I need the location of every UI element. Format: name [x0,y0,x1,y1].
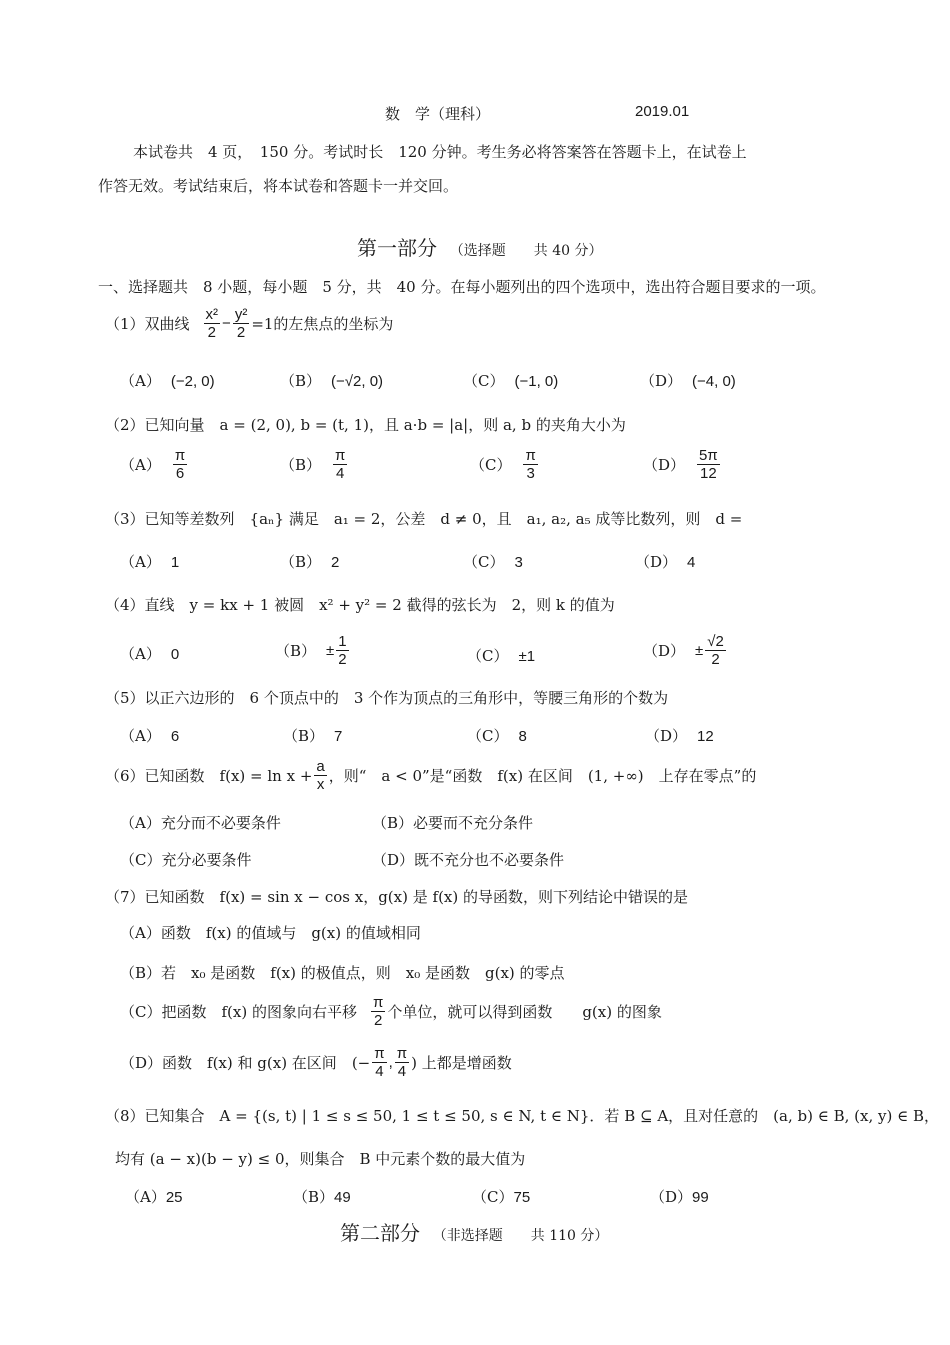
option-text: 充分而不必要条件 [160,814,281,832]
option-label: （A） [120,814,161,832]
q8-option-b [293,1186,351,1207]
q4-option-c [467,645,535,666]
option-text: (−1, 0) [514,373,559,390]
option-label: （A） [120,553,161,571]
question-2-stem: （2）已知向量 a = (2, 0), b = (t, 1)，且 a·b = |a|，则 a, b 的夹角大小为 [105,416,626,434]
part2-title: 第二部分 [340,1221,420,1245]
option-fraction [523,447,537,483]
option-label: （C） [472,1188,514,1206]
part2-subtitle: （非选择题 共 110 分） [432,1228,609,1244]
q6-post: ，则“ a < 0”是“函数 f(x) 在区间 (1, +∞) 上存在零点”的 [328,767,757,786]
frac-num: π [372,994,384,1011]
part1-subtitle: （选择题 共 40 分） [449,243,603,259]
q5-option-d [645,725,714,746]
question-6-stem [105,758,756,794]
option-text: 2 [331,554,340,571]
option-fraction [333,447,347,483]
frac-num: √2 [707,633,724,650]
q8-option-c [472,1186,530,1207]
q3-option-d [635,551,695,572]
option-label: （A） [120,456,161,475]
frac-den: 4 [375,1063,384,1081]
q2-option-d [643,447,722,483]
q1-option-b [280,370,383,391]
option-fraction [173,447,187,483]
option-label: （A） [125,1188,166,1206]
q6-option-a [120,812,281,833]
frac-num: π [525,447,536,464]
option-label: （B） [293,1188,335,1206]
q7c-fraction [371,994,385,1030]
option-label: （B） [280,553,322,571]
q5-option-a [120,725,179,746]
frac-den: 3 [526,465,535,483]
q6-option-b [372,812,533,833]
q1-minus: − [222,315,231,333]
option-label: （D） [372,851,415,869]
frac-den: x [316,776,325,794]
question-1-stem [105,306,393,342]
question-5-stem: （5）以正六边形的 6 个顶点中的 3 个作为顶点的三角形中，等腰三角形的个数为 [105,689,669,707]
frac-den: 4 [397,1063,407,1081]
q7-option-a: （A）函数 f(x) 的值域与 g(x) 的值域相同 [120,924,421,942]
q7c-post: 个单位，就可以得到函数 g(x) 的图象 [387,1003,662,1022]
frac-num: π [374,1045,385,1062]
q1-y-den: 2 [236,324,246,342]
q7-option-b: （B）若 x₀ 是函数 f(x) 的极值点，则 x₀ 是函数 g(x) 的零点 [120,964,565,982]
option-label: （C） [120,851,162,869]
q1-number: （1）双曲线 [105,315,190,334]
exam-subject: 数 学（理科） [385,105,491,123]
q6-pre: （6）已知函数 f(x) = ln x + [105,767,313,786]
q8-option-a [125,1186,183,1207]
frac-num: π [174,447,186,464]
plus-minus: ± [326,642,335,660]
q4-option-b [275,633,351,669]
q6-option-c [120,849,252,870]
option-text: 必要而不充分条件 [413,814,534,832]
q8-option-d [650,1186,709,1207]
option-label: （C） [470,456,512,475]
q1-x-den: 2 [207,324,216,342]
frac-den: 12 [700,465,717,483]
frac-den: 6 [175,465,185,483]
q3-option-a [120,551,179,572]
intro-line-2: 作答无效。考试结束后，将本试卷和答题卡一并交回。 [98,177,459,195]
option-fraction [697,447,720,483]
frac-num: a [316,758,325,775]
option-text: 充分必要条件 [161,851,252,869]
q1-option-a [120,370,215,391]
option-label: （C） [463,372,505,390]
option-text: 3 [514,554,523,571]
q5-option-b [283,725,342,746]
plus-minus: ± [695,642,704,660]
option-text: 1 [170,554,180,571]
q3-option-b [280,551,339,572]
option-label: （B） [372,814,414,832]
q7d-comma: , [388,1054,393,1072]
q6-option-d [372,849,564,870]
question-8-line-2: 均有 (a − x)(b − y) ≤ 0，则集合 B 中元素个数的最大值为 [115,1150,526,1168]
option-text: 25 [165,1189,183,1206]
option-text: 75 [513,1189,531,1206]
option-label: （A） [120,727,161,745]
option-text: 99 [692,1189,709,1206]
frac-num: π [396,1045,408,1062]
q1-option-d [640,370,736,391]
option-label: （A） [120,372,161,390]
option-label: （B） [280,372,322,390]
question-7-stem: （7）已知函数 f(x) = sin x − cos x，g(x) 是 f(x) 的导函数，则下列结论中错误的是 [105,888,688,906]
option-text: 6 [170,728,180,745]
frac-num: π [335,447,346,464]
frac-num: 5π [699,447,718,464]
exam-date: 2019.01 [635,103,690,120]
option-text: 0 [170,646,180,663]
part1-title: 第一部分 [357,236,437,260]
q1-y-num: y² [234,306,248,323]
option-label: （D） [645,727,688,745]
q7c-pre: （C）把函数 f(x) 的图象向右平移 [120,1003,357,1022]
option-label: （D） [650,1188,693,1206]
option-text: ±1 [518,648,536,665]
option-label: （A） [120,645,161,663]
frac-num: 1 [338,633,347,650]
q4-option-a [120,643,179,664]
q4-option-d [643,633,728,669]
question-3-stem: （3）已知等差数列 {aₙ} 满足 a₁ = 2，公差 d ≠ 0，且 a₁, a₂, a₅ 成等比数列，则 d = [105,510,743,528]
part2-heading [340,1217,608,1246]
q7d-post: ) 上都是增函数 [411,1054,512,1073]
option-label: （D） [635,553,678,571]
frac-den: 2 [373,1012,383,1030]
option-text: (−4, 0) [692,373,736,390]
intro-line-1: 本试卷共 4 页， 150 分。考试时长 120 分钟。考生务必将答案答在答题卡上，在试卷上 [133,143,747,161]
q1-x-num: x² [205,306,219,323]
option-label: （D） [643,642,686,661]
option-text: 4 [687,554,696,571]
option-label: （D） [640,372,683,390]
option-label: （C） [467,647,509,665]
option-label: （B） [275,642,317,661]
question-4-stem: （4）直线 y = kx + 1 被圆 x² + y² = 2 截得的弦长为 2，则 k 的值为 [105,596,615,614]
option-text: 8 [518,728,527,745]
option-text: 49 [334,1189,351,1206]
frac-den: 2 [711,651,720,669]
frac-den: 2 [338,651,347,669]
q1-option-c [463,370,558,391]
option-text: 7 [334,728,343,745]
option-text: (−√2, 0) [331,373,384,390]
q5-option-c [467,725,527,746]
q7d-pre: （D）函数 f(x) 和 g(x) 在区间 (− [120,1054,371,1073]
q7d-fraction-1 [372,1045,386,1081]
q7d-fraction-2 [395,1045,409,1081]
q2-option-c [470,447,540,483]
q3-option-c [463,551,523,572]
option-label: （B） [283,727,325,745]
q7-option-d [120,1045,512,1081]
section1-instruction: 一、选择题共 8 小题，每小题 5 分，共 40 分。在每小题列出的四个选项中，选出符合题目要求的一项。 [98,278,826,296]
q1-tail: =1的左焦点的坐标为 [251,315,394,334]
option-text: 12 [697,728,714,745]
frac-den: 4 [336,465,345,483]
q2-option-b [280,447,349,483]
option-text: 既不充分也不必要条件 [414,851,565,869]
option-text: (−2, 0) [170,373,215,390]
option-fraction [336,633,348,669]
option-label: （D） [643,456,686,475]
part1-heading [357,232,603,261]
q1-y-fraction [233,306,250,342]
option-fraction [705,633,726,669]
q6-fraction [314,758,326,794]
question-8-line-1: （8）已知集合 A = {(s, t) | 1 ≤ s ≤ 50, 1 ≤ t ≤ 50, s ∈ N, t ∈ N}．若 B ⊆ A，且对任意的 (a, b) ∈ B, (x, y) ∈ B， [105,1107,939,1125]
option-label: （B） [280,456,322,475]
option-label: （C） [463,553,505,571]
q1-x-fraction [204,306,221,342]
q2-option-a [120,447,189,483]
q7-option-c [120,994,662,1030]
option-label: （C） [467,727,509,745]
